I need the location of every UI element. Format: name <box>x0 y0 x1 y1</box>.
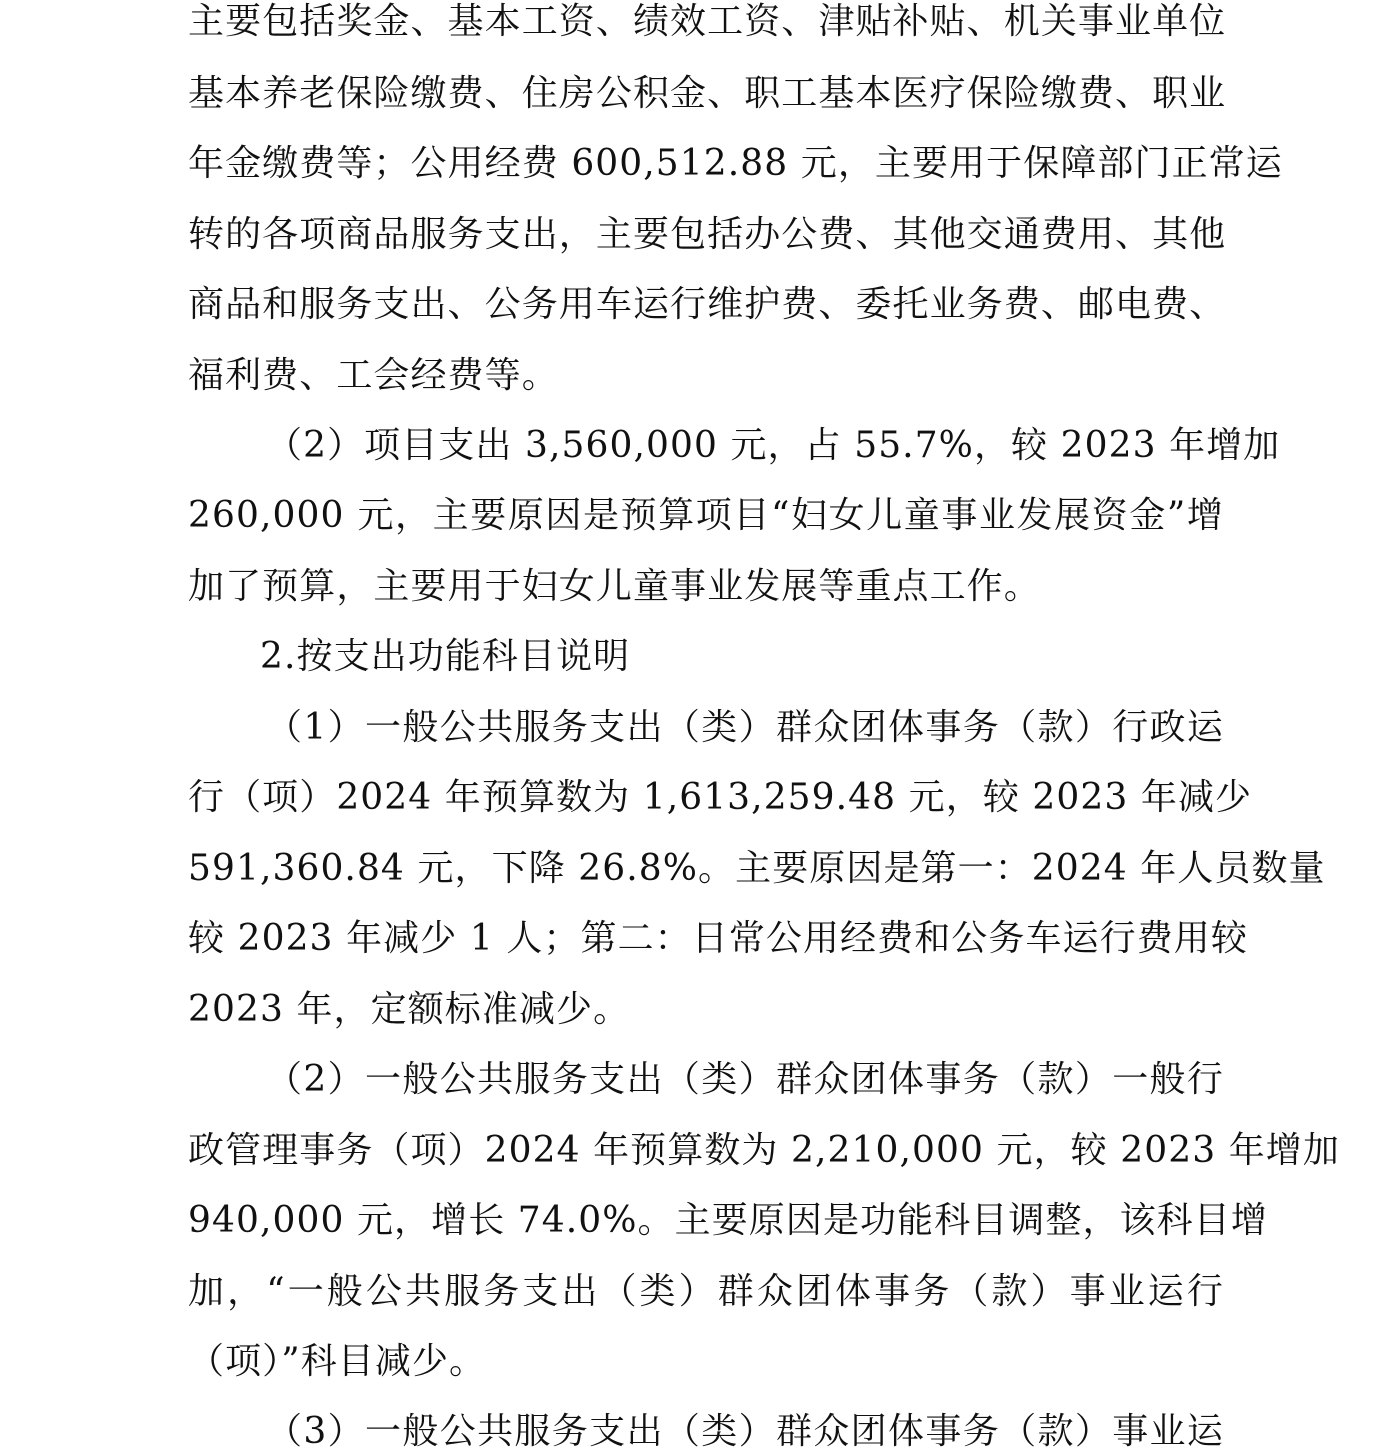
text-line: 加，“一般公共服务支出（类）群众团体事务（款）事业运行 <box>188 1271 1224 1312</box>
text-line: 年金缴费等；公用经费 600,512.88 元，主要用于保障部门正常运 <box>188 143 1283 184</box>
text-line: 260,000 元，主要原因是预算项目“妇女儿童事业发展资金”增 <box>188 495 1224 536</box>
text-line: 转的各项商品服务支出，主要包括办公费、其他交通费用、其他 <box>188 214 1227 255</box>
text-line: 940,000 元，增长 74.0%。主要原因是功能科目调整，该科目增 <box>188 1200 1268 1241</box>
text-line: 商品和服务支出、公务用车运行维护费、委托业务费、邮电费、 <box>188 284 1227 325</box>
text-line: （2）一般公共服务支出（类）群众团体事务（款）一般行 <box>266 1059 1224 1100</box>
text-line: （2）项目支出 3,560,000 元，占 55.7%，较 2023 年增加 <box>266 425 1281 466</box>
text-line: 基本养老保险缴费、住房公积金、职工基本医疗保险缴费、职业 <box>188 73 1227 114</box>
text-line: 政管理事务（项）2024 年预算数为 2,210,000 元，较 2023 年增加 <box>188 1130 1340 1171</box>
text-line: 591,360.84 元，下降 26.8%。主要原因是第一：2024 年人员数量 <box>188 848 1326 889</box>
text-line: （项）”科目减少。 <box>188 1341 487 1382</box>
text-line: 主要包括奖金、基本工资、绩效工资、津贴补贴、机关事业单位 <box>188 1 1227 42</box>
section-heading: 2.按支出功能科目说明 <box>260 636 631 677</box>
text-line: 2023 年，定额标准减少。 <box>188 989 631 1030</box>
text-line: （1）一般公共服务支出（类）群众团体事务（款）行政运 <box>266 707 1224 748</box>
text-line: 较 2023 年减少 1 人；第二：日常公用经费和公务车运行费用较 <box>188 918 1248 959</box>
text-line: 行（项）2024 年预算数为 1,613,259.48 元，较 2023 年减少 <box>188 777 1253 818</box>
text-line: 加了预算，主要用于妇女儿童事业发展等重点工作。 <box>188 566 1041 607</box>
text-line: （3）一般公共服务支出（类）群众团体事务（款）事业运 <box>266 1411 1224 1452</box>
text-line: 福利费、工会经费等。 <box>188 355 559 396</box>
